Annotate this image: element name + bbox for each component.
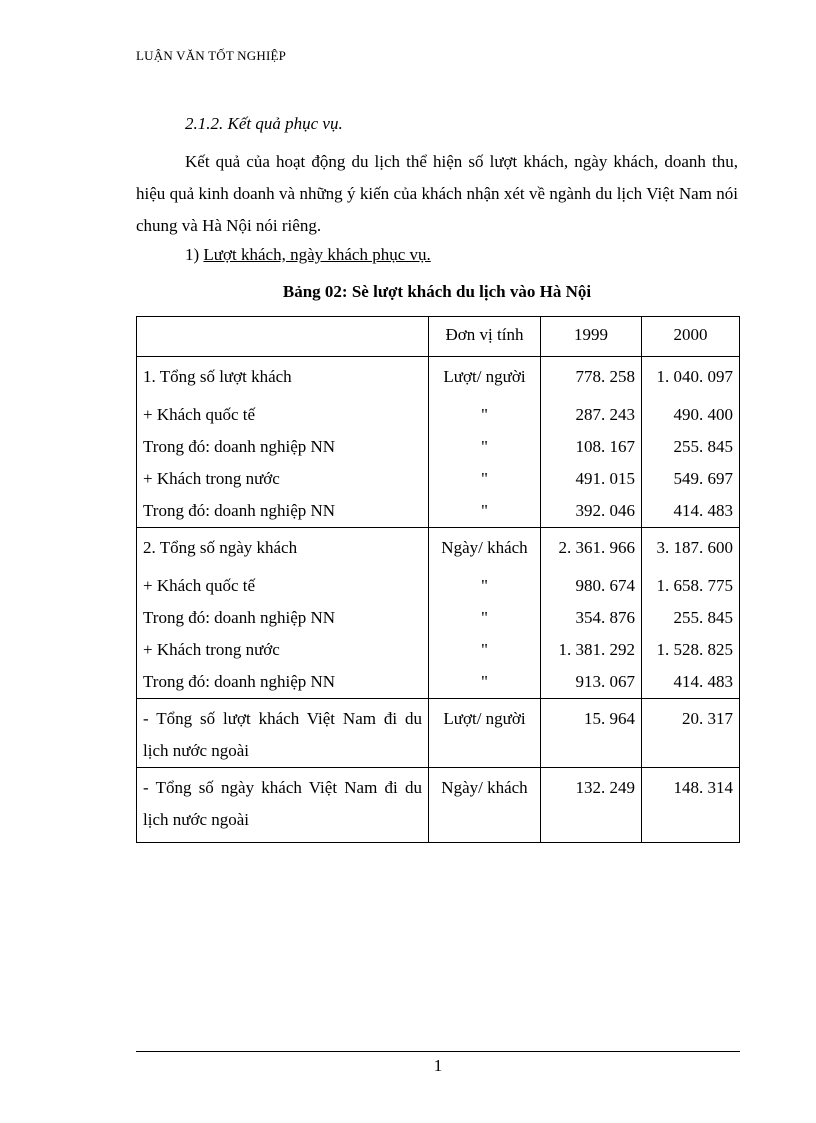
row-value-1999: 491. 015 — [541, 463, 642, 495]
row-value-2000: 1. 658. 775 — [642, 564, 740, 602]
header-cell-1999: 1999 — [541, 317, 642, 357]
row-label: Trong đó: doanh nghiệp NN — [137, 495, 429, 528]
row-value-2000: 255. 845 — [642, 602, 740, 634]
row-value-1999: 132. 249 — [541, 768, 642, 843]
header-cell-label — [137, 317, 429, 357]
row-value-2000: 148. 314 — [642, 768, 740, 843]
row-value-1999: 913. 067 — [541, 666, 642, 699]
row-value-1999: 2. 361. 966 — [541, 528, 642, 565]
row-value-2000: 414. 483 — [642, 666, 740, 699]
row-value-1999: 778. 258 — [541, 357, 642, 394]
subheading — [185, 245, 431, 265]
row-value-2000: 20. 317 — [642, 699, 740, 768]
table-row — [137, 634, 740, 666]
table-row — [137, 666, 740, 699]
row-unit: " — [429, 666, 541, 699]
table-row — [137, 528, 740, 565]
row-value-1999: 15. 964 — [541, 699, 642, 768]
row-unit: " — [429, 495, 541, 528]
table-row — [137, 357, 740, 394]
row-value-2000: 549. 697 — [642, 463, 740, 495]
table-row — [137, 463, 740, 495]
section-title: 2.1.2. Kết quả phục vụ. — [185, 114, 343, 133]
table-row — [137, 768, 740, 843]
row-unit: " — [429, 564, 541, 602]
row-label: Trong đó: doanh nghiệp NN — [137, 431, 429, 463]
row-unit: Lượt/ người — [429, 357, 541, 394]
table-row — [137, 495, 740, 528]
header-cell-unit: Đơn vị tính — [429, 317, 541, 357]
row-value-2000: 3. 187. 600 — [642, 528, 740, 565]
row-label: + Khách trong nước — [137, 634, 429, 666]
row-value-1999: 1. 381. 292 — [541, 634, 642, 666]
table-row — [137, 699, 740, 768]
row-value-2000: 255. 845 — [642, 431, 740, 463]
row-unit: " — [429, 431, 541, 463]
tourist-statistics-table — [136, 316, 740, 843]
row-label: - Tổng số lượt khách Việt Nam đi du lịch nước ngoài — [137, 699, 429, 768]
subheading-text: Lượt khách, ngày khách phục vụ. — [203, 245, 431, 264]
footer-divider — [136, 1051, 740, 1052]
row-value-1999: 108. 167 — [541, 431, 642, 463]
row-label: + Khách trong nước — [137, 463, 429, 495]
row-unit: " — [429, 634, 541, 666]
row-value-2000: 414. 483 — [642, 495, 740, 528]
row-unit: Ngày/ khách — [429, 768, 541, 843]
table-row — [137, 431, 740, 463]
row-label: - Tổng số ngày khách Việt Nam đi du lịch nước ngoài — [137, 768, 429, 843]
row-value-1999: 354. 876 — [541, 602, 642, 634]
table-title: Bảng 02: Sè lượt khách du lịch vào Hà Nội — [282, 282, 592, 301]
row-value-2000: 1. 040. 097 — [642, 357, 740, 394]
row-value-1999: 287. 243 — [541, 393, 642, 431]
row-unit: Ngày/ khách — [429, 528, 541, 565]
table-row — [137, 602, 740, 634]
table-header-row — [137, 317, 740, 357]
row-unit: " — [429, 463, 541, 495]
row-label: Trong đó: doanh nghiệp NN — [137, 666, 429, 699]
header-cell-2000: 2000 — [642, 317, 740, 357]
row-unit: " — [429, 393, 541, 431]
paragraph-text: Kết quả của hoạt động du lịch thể hiện số lượt khách, ngày khách, doanh thu, hiệu quả kinh doanh và những ý kiến của khách nhận xét về ngành du lịch Việt Nam nói chung và Hà Nội nói riêng. — [136, 152, 738, 235]
row-label: + Khách quốc tế — [137, 564, 429, 602]
table-row — [137, 564, 740, 602]
body-paragraph — [136, 146, 738, 242]
row-label: 1. Tổng số lượt khách — [137, 357, 429, 394]
row-label: + Khách quốc tế — [137, 393, 429, 431]
subheading-number: 1) — [185, 245, 200, 264]
row-value-2000: 1. 528. 825 — [642, 634, 740, 666]
page-number: 1 — [433, 1056, 443, 1075]
row-value-2000: 490. 400 — [642, 393, 740, 431]
row-label: Trong đó: doanh nghiệp NN — [137, 602, 429, 634]
table-row — [137, 393, 740, 431]
row-label: 2. Tổng số ngày khách — [137, 528, 429, 565]
row-value-1999: 980. 674 — [541, 564, 642, 602]
row-unit: Lượt/ người — [429, 699, 541, 768]
row-unit: " — [429, 602, 541, 634]
running-header: LUẬN VĂN TỐT NGHIỆP — [136, 48, 287, 63]
row-value-1999: 392. 046 — [541, 495, 642, 528]
